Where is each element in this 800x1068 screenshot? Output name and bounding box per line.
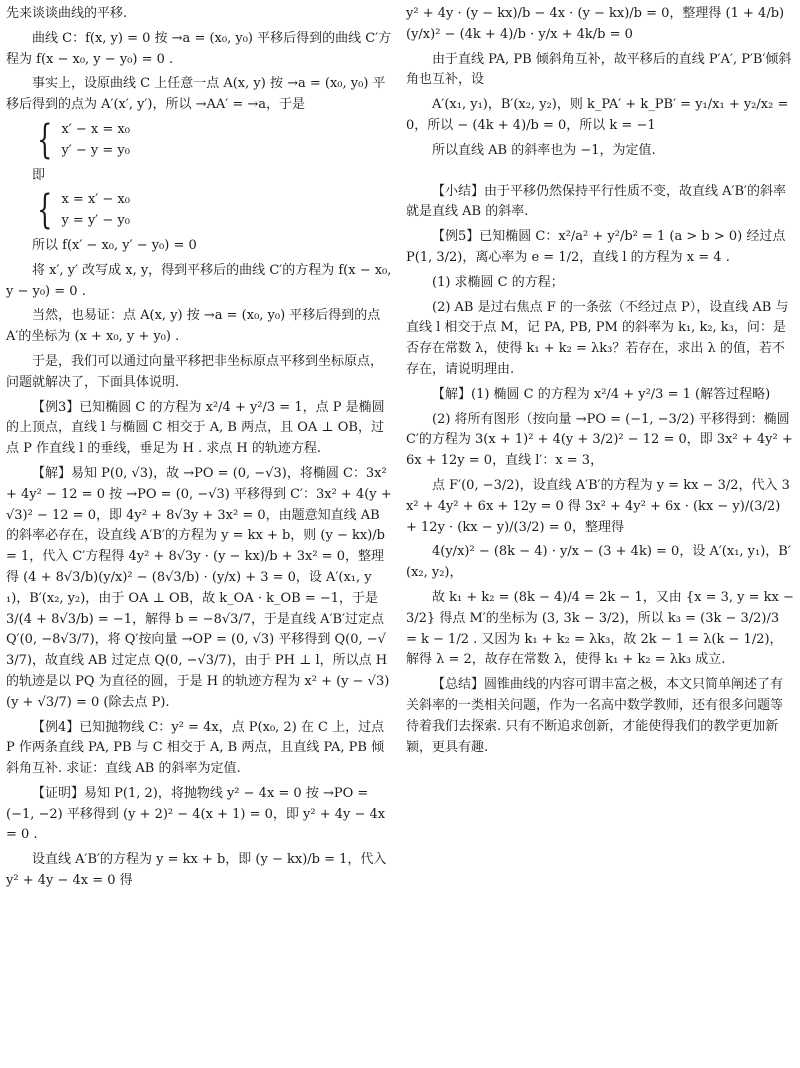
paragraph: 【例5】已知椭圆 C：x²/a² + y²/b² = 1 (a > b > 0) 经过点 P(1, 3/2)，离心率为 e = 1/2，直线 l 的方程为 x = 4 . [406,229,786,265]
paragraph: 所以直线 AB 的斜率也为 −1，为定值. [432,142,656,158]
paragraph: 【证明】易知 P(1, 2)，将抛物线 y² − 4x = 0 按 →PO = (−1, −2) 平移得到 (y + 2)² − 4(x + 1) = 0，即 y² + 4y − 4x = 0 . [6,785,386,843]
paragraph: 曲线 C：f(x, y) = 0 按 →a = (x₀, y₀) 平移后得到的曲线 C′方程为 f(x − x₀, y − y₀) = 0 . [6,30,392,67]
paragraph: 设直线 A′B′的方程为 y = kx + b，即 (y − kx)/b = 1，代入 y² + 4y − 4x = 0 得 [6,852,387,889]
paragraph: (2) AB 是过右焦点 F 的一条弦（不经过点 P），设直线 AB 与直线 l 相交于点 M，记 PA, PB, PM 的斜率为 k₁, k₂, k₃，问：是否存在常数 λ，使得 k₁ + k₂ = λk₃？若存在，求出 λ 的值，若不存在，请说明理由. [406,299,789,377]
math-line: 即 [32,167,46,183]
paragraph: 当然，也易证：点 A(x, y) 按 →a = (x₀, y₀) 平移后得到的点 A′的坐标为 (x + x₀, y + y₀) . [6,308,381,345]
paragraph: 于是，我们可以通过向量平移把非坐标原点平移到坐标原点，问题就解决了，下面具体说明. [6,353,384,390]
paragraph: 【总结】圆锥曲线的内容可谓丰富之极，本文只简单阐述了有关斜率的一类相关问题，作为一名高中数学教师，还有很多问题等待着我们去探索. 只有不断追求创新，才能使得我们的教学更加新颖，更具有趣. [406,677,784,755]
paragraph: A′(x₁, y₁)，B′(x₂, y₂)，则 k_PA′ + k_PB′ = y₁/x₁ + y₂/x₂ = 0，所以 − (4k + 4)/b = 0，所以 k = −1 [406,97,789,133]
paragraph: 故 k₁ + k₂ = (8k − 4)/4 = 2k − 1，又由 {x = 3, y = kx − 3/2} 得点 M′的坐标为 (3, 3k − 3/2)，所以 k₃ = (3k − 3/2)/3 = k − 1/2 . 又因为 k₁ + k₂ = λk₃，故 2k − 1 = λ(k − 1/2)，解得 λ = 2，故存在常数 λ，使得 k₁ + k₂ = λk₃ 成立. [406,589,794,668]
paragraph: 【例4】已知抛物线 C：y² = 4x，点 P(x₀, 2) 在 C 上，过点 P 作两条直线 PA, PB 与 C 相交于 A, B 两点，且直线 PA, PB 倾斜角互补. 求证：直线 AB 的斜率为定值. [6,719,385,777]
equation-line: x′ − x = x₀ [61,121,130,137]
paragraph: 事实上，设原曲线 C 上任意一点 A(x, y) 按 →a = (x₀, y₀) 平移后得到的点为 A′(x′, y′)，所以 →AA′ = →a，于是 [6,76,386,113]
equation-line: y = y′ − y₀ [61,213,130,229]
paragraph: 【小结】由于平移仍然保持平行性质不变，故直线 A′B′的斜率就是直线 AB 的斜率. [406,183,786,220]
paragraph: (1) 求椭圆 C 的方程； [432,274,564,290]
paragraph: 先来谈谈曲线的平移. [6,6,128,21]
right-column [406,4,794,1068]
brace-symbol: { [37,187,53,234]
paragraph: 【例3】已知椭圆 C 的方程为 x²/4 + y²/3 = 1，点 P 是椭圆的上顶点，直线 l 与椭圆 C 相交于 A, B 两点，且 OA ⊥ OB，过点 P 作直线 l 的垂线，垂足为 H . 求点 H 的轨迹方程. [6,399,385,457]
paragraph: (2) 将所有图形（按向量 →PO = (−1, −3/2) 平移得到：椭圆 C′的方程为 3(x + 1)² + 4(y + 3/2)² − 12 = 0，即 3x² + 4y² + 6x + 12y = 0，直线 l′：x = 3， [406,411,793,469]
paragraph: 【解】易知 P(0, √3)，故 →PO = (0, −√3)，将椭圆 C：3x² + 4y² − 12 = 0 按 →PO = (0, −√3) 平移得到 C′：3x² + 4(y + √3)² − 12 = 0，即 4y² + 8√3y + 3x² = 0，由题意知直线 AB 的斜率必存在，设直线 A′B′的方程为 y = kx + b，则 (y − kx)/b = 1，代入 C′方程得 4y² + 8√3y · (y − kx)/b + 3x² = 0，整理得 (4 + 8√3/b)(y/x)² − (8√3/b) · (y/x) + 3 = 0，设 A′(x₁, y₁)，B′(x₂, y₂)，由于 OA ⊥ OB，故 k_OA · k_OB = −1，于是 3/(4 + 8√3/b) = −1，解得 b = −8√3/7，于是直线 A′B′过定点 Q′(0, −8√3/7)，将 Q′按向量 →OP = (0, √3) 平移得到 Q(0, −√3/7)，故直线 AB 过定点 Q(0, −√3/7)，由于 PH ⊥ l，所以点 H 的轨迹是以 PQ 为直径的圆，于是 H 的轨迹方程为 x² + (y − √3)(y + √3/7) = 0 (除去点 P). [6,465,392,710]
paragraph: 4(y/x)² − (8k − 4) · y/x − (3 + 4k) = 0，设 A′(x₁, y₁)，B′(x₂, y₂)， [406,544,791,581]
equation-line: x = x′ − x₀ [61,192,130,208]
math-line: 所以 f(x′ − x₀, y′ − y₀) = 0 [32,237,197,253]
paragraph: 点 F′(0, −3/2)，设直线 A′B′的方程为 y = kx − 3/2，代入 3x² + 4y² + 6x + 12y = 0 得 3x² + 4y² + 6x · (kx − y)/(3/2) + 12y · (kx − y)/(3/2) = 0，整理得 [406,477,790,535]
paragraph: 将 x′, y′ 改写成 x, y，得到平移后的曲线 C′的方程为 f(x − x₀, y − y₀) = 0 . [6,262,392,299]
equation-system [32,187,394,234]
equation-system [32,116,394,163]
spacer [406,166,794,182]
equation-line: y′ − y = y₀ [61,142,130,158]
paragraph: 由于直线 PA, PB 倾斜角互补，故平移后的直线 P′A′, P′B′倾斜角也互补，设 [406,51,792,88]
left-column [6,4,394,1068]
brace-symbol: { [37,116,53,163]
paragraph: y² + 4y · (y − kx)/b − 4x · (y − kx)/b = 0，整理得 (1 + 4/b)(y/x)² − (4k + 4)/b · y/x + 4k/b = 0 [406,6,785,42]
paragraph: 【解】(1) 椭圆 C 的方程为 x²/4 + y²/3 = 1 (解答过程略) [432,386,771,402]
